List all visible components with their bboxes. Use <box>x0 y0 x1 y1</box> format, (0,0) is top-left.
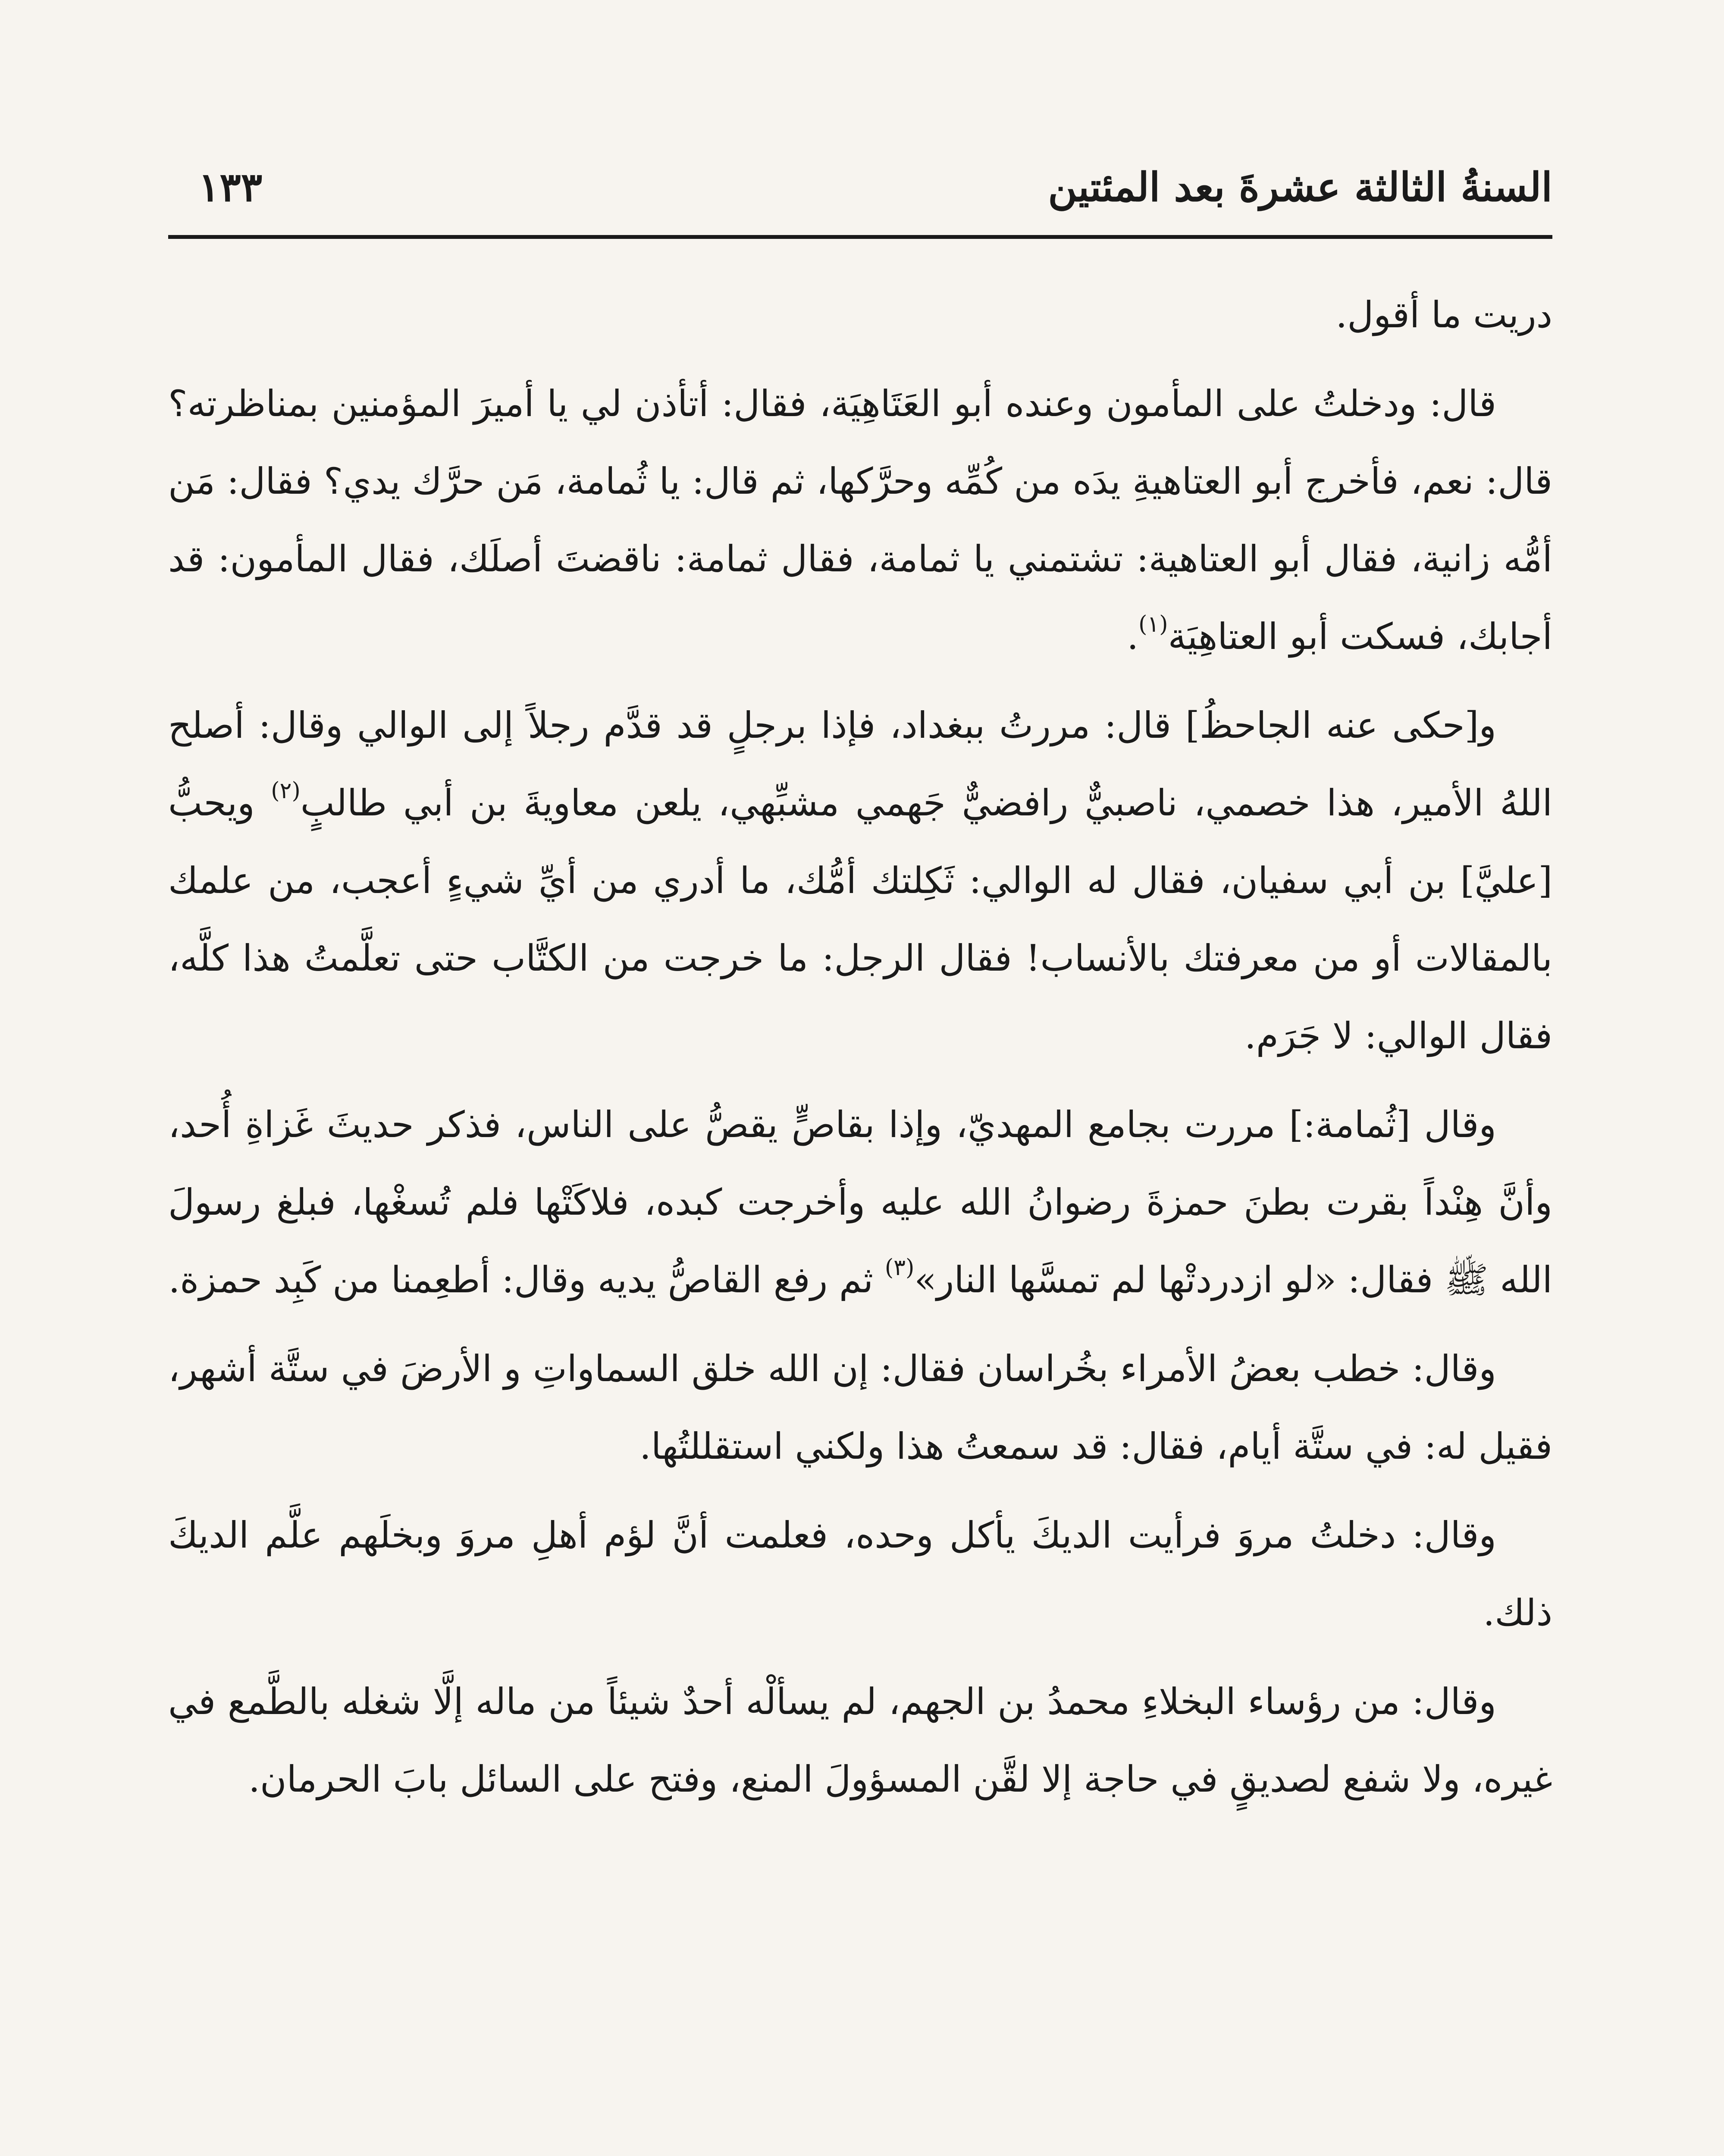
header-divider <box>168 235 1552 239</box>
main-text <box>168 276 1552 1829</box>
paragraph: قال: ودخلتُ على المأمون وعنده أبو العَتَاهِيَة، فقال: أتأذن لي يا أميرَ المؤمنين بمناظرته؟ قال: نعم، فأخرج أبو العتاهيةِ يدَه من كُمِّه وحرَّكها، ثم قال: يا ثُمامة، مَن حرَّك يدي؟ فقال: مَن أمُّه زانية، فقال أبو العتاهية: تشتمني يا ثمامة، فقال ثمامة: ناقضتَ أصلَك، فقال المأمون: قد أجابك، فسكت أبو العتاهِيَة$^{(١)}$. <box>168 382 1552 658</box>
paragraph: و[حكى عنه الجاحظُ] قال: مررتُ ببغداد، فإذا برجلٍ قد قدَّم رجلاً إلى الوالي وقال: أصلح اللهُ الأمير، هذا خصمي، ناصبيٌّ رافضيٌّ جَهمي مشبِّهي، يلعن معاويةَ بن أبي طالبٍ$^{(٢)}$ ويحبُّ [عليَّ] بن أبي سفيان، فقال له الوالي: ثَكِلتك أمُّك، ما أدري من أيِّ شيءٍ أعجب، من علمك بالمقالات أو من معرفتك بالأنساب! فقال الرجل: ما خرجت من الكتَّاب حتى تعلَّمتُ هذا كلَّه، فقال الوالي: لا جَرَم. <box>168 704 1552 1057</box>
footnote-reference: (٢) <box>271 778 301 804</box>
chapter-title: السنةُ الثالثة عشرةَ بعد المئتين <box>1048 164 1552 210</box>
footnote-reference: (١) <box>1138 611 1168 637</box>
paragraph: وقال: دخلتُ مروَ فرأيت الديكَ يأكل وحده، فعلمت أنَّ لؤم أهلِ مروَ وبخلَهم علَّم الديكَ ذلك. <box>168 1514 1552 1634</box>
paragraph: وقال [ثُمامة:] مررت بجامع المهديّ، وإذا بقاصٍّ يقصُّ على الناس، فذكر حديثَ غَزاةِ أُحد، وأنَّ هِنْداً بقرت بطنَ حمزةَ رضوانُ الله عليه وأخرجت كبده، فلاكَتْها فلم تُسغْها، فبلغ رسولَ الله ﷺ فقال: «لو ازدردتْها لم تمسَّها النار»$^{(٣)}$ ثم رفع القاصُّ يديه وقال: أطعِمنا من كَبِد حمزة. <box>168 1103 1552 1301</box>
paragraph: وقال: من رؤساء البخلاءِ محمدُ بن الجهم، لم يسألْه أحدٌ شيئاً من ماله إلَّا شغله بالطَّمع في غيره، ولا شفع لصديقٍ في حاجة إلا لقَّن المسؤولَ المنع، وفتح على السائل بابَ الحرمان. <box>168 1680 1552 1800</box>
footnote-reference: (٣) <box>884 1255 915 1281</box>
paragraph: دريت ما أقول. <box>1335 294 1552 336</box>
paragraph: وقال: خطب بعضُ الأمراء بخُراسان فقال: إن الله خلق السماواتِ و الأرضَ في ستَّة أشهر، فقيل له: في ستَّة أيام، فقال: قد سمعتُ هذا ولكني استقللتُها. <box>168 1348 1552 1467</box>
page-number: ١٣٣ <box>198 164 263 210</box>
running-header <box>168 155 1552 224</box>
